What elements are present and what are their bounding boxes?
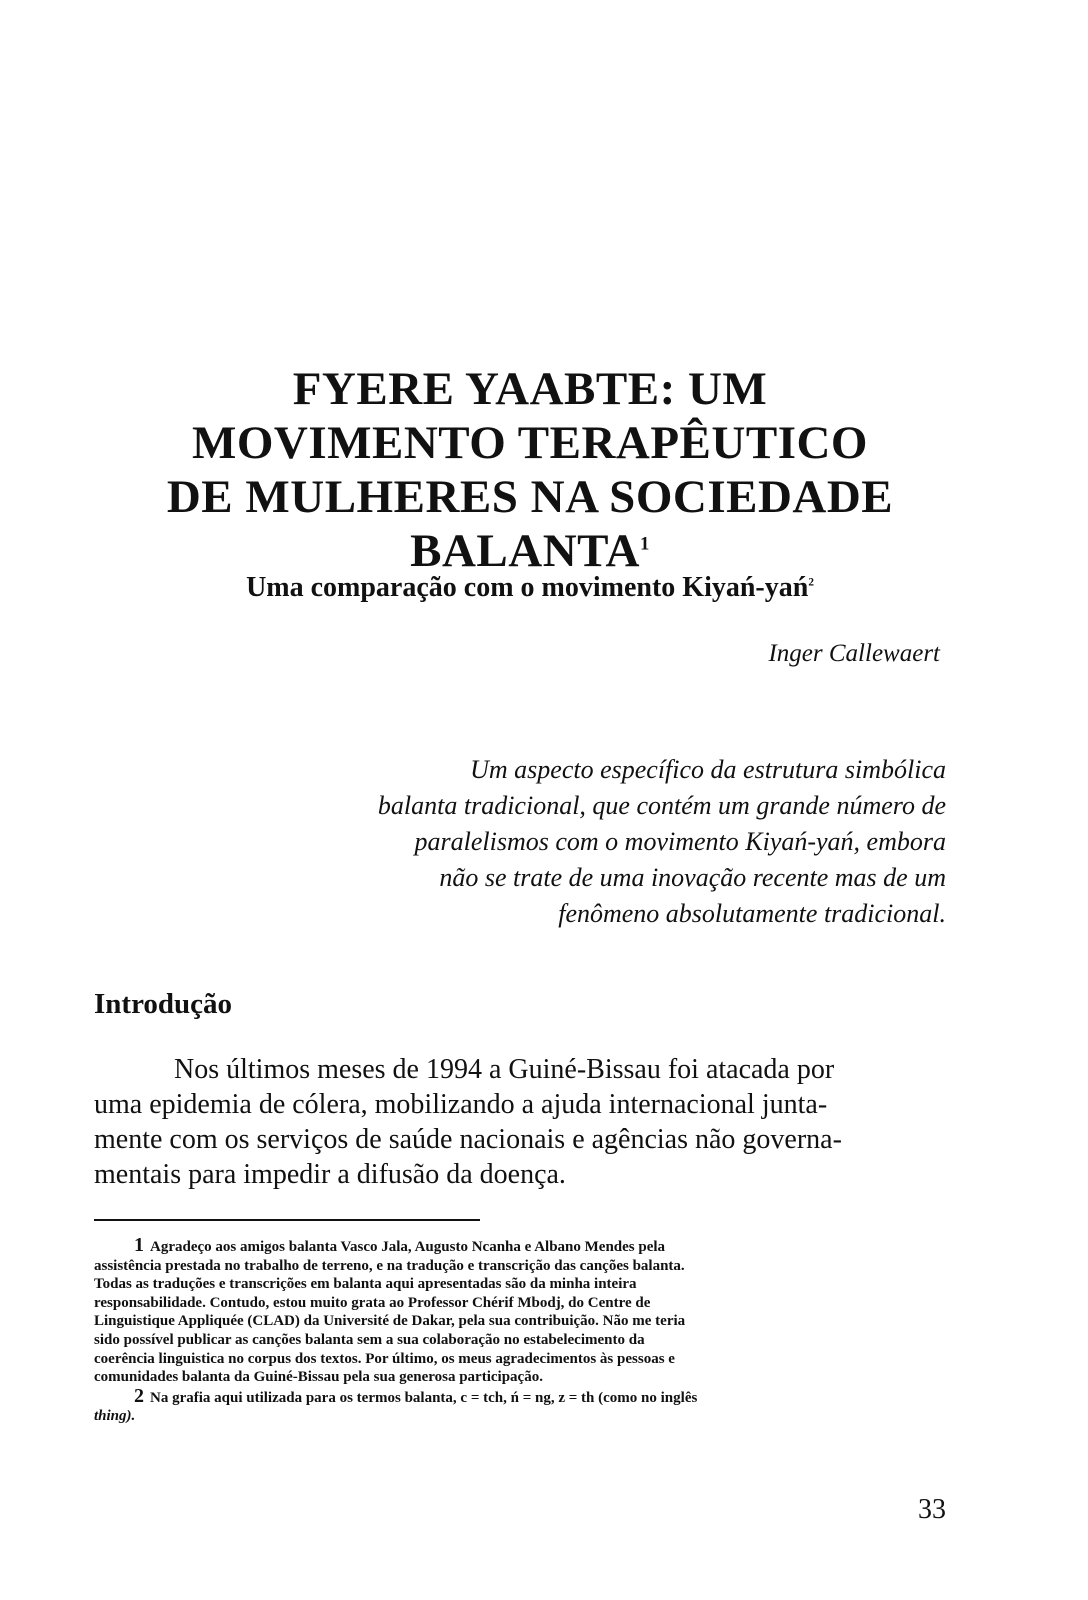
footnote-1-line: comunidades balanta da Guiné-Bissau pela sua generosa participação. (94, 1369, 543, 1386)
title-line: MOVIMENTO TERAPÊUTICO (192, 417, 868, 469)
footnote-1-first-line (94, 1236, 946, 1257)
footnote-2-number: 2 (134, 1386, 144, 1407)
subtitle-text: Uma comparação com o movimento Kiyań-yań (246, 572, 809, 603)
epigraph-line: fenômeno absolutamente tradicional. (558, 899, 946, 928)
footnote-1-text: Agradeço aos amigos balanta Vasco Jala, Augusto Ncanha e Albano Mendes pela (150, 1239, 666, 1255)
subtitle-footnote-mark: 2 (808, 576, 814, 589)
body-line: Nos últimos meses de 1994 a Guiné-Bissau foi atacada por (174, 1054, 835, 1085)
footnote-divider (94, 1219, 480, 1221)
footnote-1-number: 1 (134, 1236, 144, 1256)
author-name: Inger Callewaert (768, 640, 940, 667)
title-line-text: BALANTA (410, 525, 640, 577)
title-line: FYERE YAABTE: UM (292, 363, 768, 415)
epigraph-line: paralelismos com o movimento Kiyań-yań, embora (414, 827, 946, 856)
section-heading: Introdução (94, 988, 233, 1020)
article-subtitle (80, 572, 980, 604)
footnote-2-first-line (94, 1387, 946, 1408)
title-line-last (80, 524, 980, 578)
article-title (80, 362, 980, 578)
title-footnote-mark: 1 (639, 533, 650, 555)
footnote-1-line: coerência linguistica no corpus dos textos. Por último, os meus agradecimentos às pessoas e (94, 1350, 675, 1367)
footnote-2-text: Na grafia aqui utilizada para os termos balanta, c = tch, ń = ng, z = th (como no inglês (150, 1389, 698, 1406)
body-paragraph (94, 1052, 946, 1192)
epigraph-line: não se trate de uma inovação recente mas de um (439, 863, 946, 892)
footnote-1-line: assistência prestada no trabalho de terreno, e na tradução e transcrição das canções balanta. (94, 1257, 685, 1274)
epigraph-line: Um aspecto específico da estrutura simbólica (470, 755, 946, 784)
footnote-1-line: sido possível publicar as canções balanta sem a sua colaboração no estabelecimento da (94, 1331, 645, 1348)
body-line: mente com os serviços de saúde nacionais e agências não governa- (94, 1124, 842, 1155)
body-line: mentais para impedir a difusão da doença. (94, 1159, 566, 1190)
footnote-1-line: Todas as traduções e transcrições em balanta aqui apresentadas são da minha inteira (94, 1276, 637, 1293)
body-line: uma epidemia de cólera, mobilizando a ajuda internacional junta- (94, 1089, 828, 1120)
footnote-1-line: responsabilidade. Contudo, estou muito grata ao Professor Chérif Mbodj, do Centre de (94, 1294, 651, 1311)
page-number: 33 (918, 1494, 946, 1525)
title-line: DE MULHERES NA SOCIEDADE (166, 471, 894, 523)
footnote-2-line: thing). (94, 1408, 136, 1425)
epigraph-line: balanta tradicional, que contém um grande número de (377, 791, 946, 820)
epigraph (246, 752, 946, 932)
footnote-1-line: Linguistique Appliquée (CLAD) da Université de Dakar, pela sua contribuição. Não me teria (94, 1313, 686, 1330)
footnotes (94, 1236, 946, 1426)
